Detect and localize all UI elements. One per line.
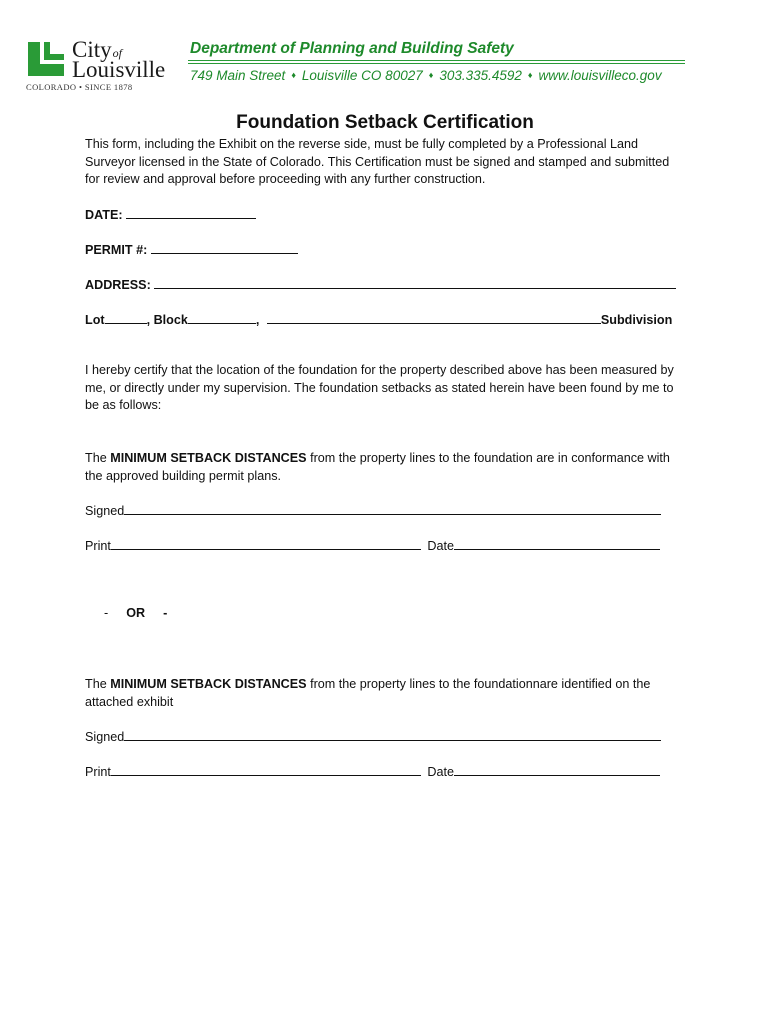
- diamond-separator-icon: ♦: [428, 70, 434, 80]
- comma: ,: [255, 313, 260, 327]
- signed-label: Signed: [85, 730, 125, 744]
- lot-blank[interactable]: [105, 311, 147, 324]
- print-label: Print: [85, 765, 111, 779]
- block-blank[interactable]: [188, 311, 256, 324]
- subdivision-blank[interactable]: [267, 311, 601, 324]
- date-blank-1[interactable]: [454, 537, 660, 550]
- option2-bold: MINIMUM SETBACK DISTANCES: [110, 677, 307, 691]
- date-blank-2[interactable]: [454, 763, 660, 776]
- option1-paragraph: [85, 450, 685, 485]
- logo-name-text: Louisville: [72, 57, 166, 82]
- lot-label: Lot: [85, 313, 105, 327]
- signed-blank-2[interactable]: [124, 728, 661, 741]
- print-label: Print: [85, 539, 111, 553]
- louisville-logo-icon: [26, 38, 68, 78]
- certify-paragraph: I hereby certify that the location of the foundation for the property described above has been measured by me, or directly under my supervision. The foundation setbacks as stated herein have been found by me to be as follows:: [85, 363, 674, 412]
- or-dash-right: -: [163, 606, 168, 620]
- contact-city: Louisville CO 80027: [301, 68, 423, 83]
- or-dash-left: -: [104, 606, 109, 620]
- date-label-3: Date: [427, 765, 455, 779]
- contact-website[interactable]: www.louisvilleco.gov: [538, 68, 662, 83]
- contact-phone: 303.335.4592: [439, 68, 522, 83]
- city-logo: [26, 38, 176, 96]
- signed-row-2: [85, 728, 661, 744]
- or-label: OR: [126, 606, 146, 620]
- diamond-separator-icon: ♦: [291, 70, 296, 80]
- or-divider: [104, 606, 167, 620]
- permit-field: [85, 241, 298, 257]
- option1-bold: MINIMUM SETBACK DISTANCES: [110, 451, 307, 465]
- address-field: [85, 276, 676, 292]
- permit-blank[interactable]: [151, 241, 298, 254]
- print-row-2: [85, 763, 660, 779]
- contact-address: 749 Main Street: [190, 68, 286, 83]
- date-label: DATE:: [85, 208, 123, 222]
- subdivision-label: Subdivision: [600, 313, 673, 327]
- print-row-1: [85, 537, 660, 553]
- signed-blank-1[interactable]: [124, 502, 661, 515]
- intro-paragraph: This form, including the Exhibit on the reverse side, must be fully completed by a Professional Land Surveyor licensed in the State of Colorado. This Certification must be signed and stamped and submitted for review and approval before proceeding with any further construction.: [85, 137, 670, 186]
- address-label: ADDRESS:: [85, 278, 151, 292]
- date-label-2: Date: [427, 539, 455, 553]
- date-field: [85, 206, 256, 222]
- option2-paragraph: [85, 676, 685, 711]
- print-blank-2[interactable]: [111, 763, 421, 776]
- address-blank[interactable]: [154, 276, 676, 289]
- contact-line: [190, 68, 662, 83]
- block-label: , Block: [146, 313, 188, 327]
- header-rule-bottom: [188, 63, 685, 64]
- logo-city-text: Cityof: [72, 37, 122, 62]
- signed-label: Signed: [85, 504, 125, 518]
- option2-prefix: The: [85, 677, 111, 691]
- permit-label: PERMIT #:: [85, 243, 148, 257]
- option1-prefix: The: [85, 451, 111, 465]
- diamond-separator-icon: ♦: [527, 70, 533, 80]
- option2-suffix: from the property lines to the foundationnare identified on the attached exhibit: [85, 677, 651, 709]
- department-title: Department of Planning and Building Safety: [190, 40, 514, 57]
- signed-row-1: [85, 502, 661, 518]
- print-blank-1[interactable]: [111, 537, 421, 550]
- form-title: Foundation Setback Certification: [236, 112, 534, 133]
- header-rule-top: [188, 60, 685, 61]
- option1-suffix: from the property lines to the foundation are in conformance with the approved building permit plans.: [85, 451, 670, 483]
- date-blank[interactable]: [126, 206, 256, 219]
- logo-tagline: COLORADO • SINCE 1878: [26, 82, 133, 92]
- lot-block-field: [85, 311, 672, 327]
